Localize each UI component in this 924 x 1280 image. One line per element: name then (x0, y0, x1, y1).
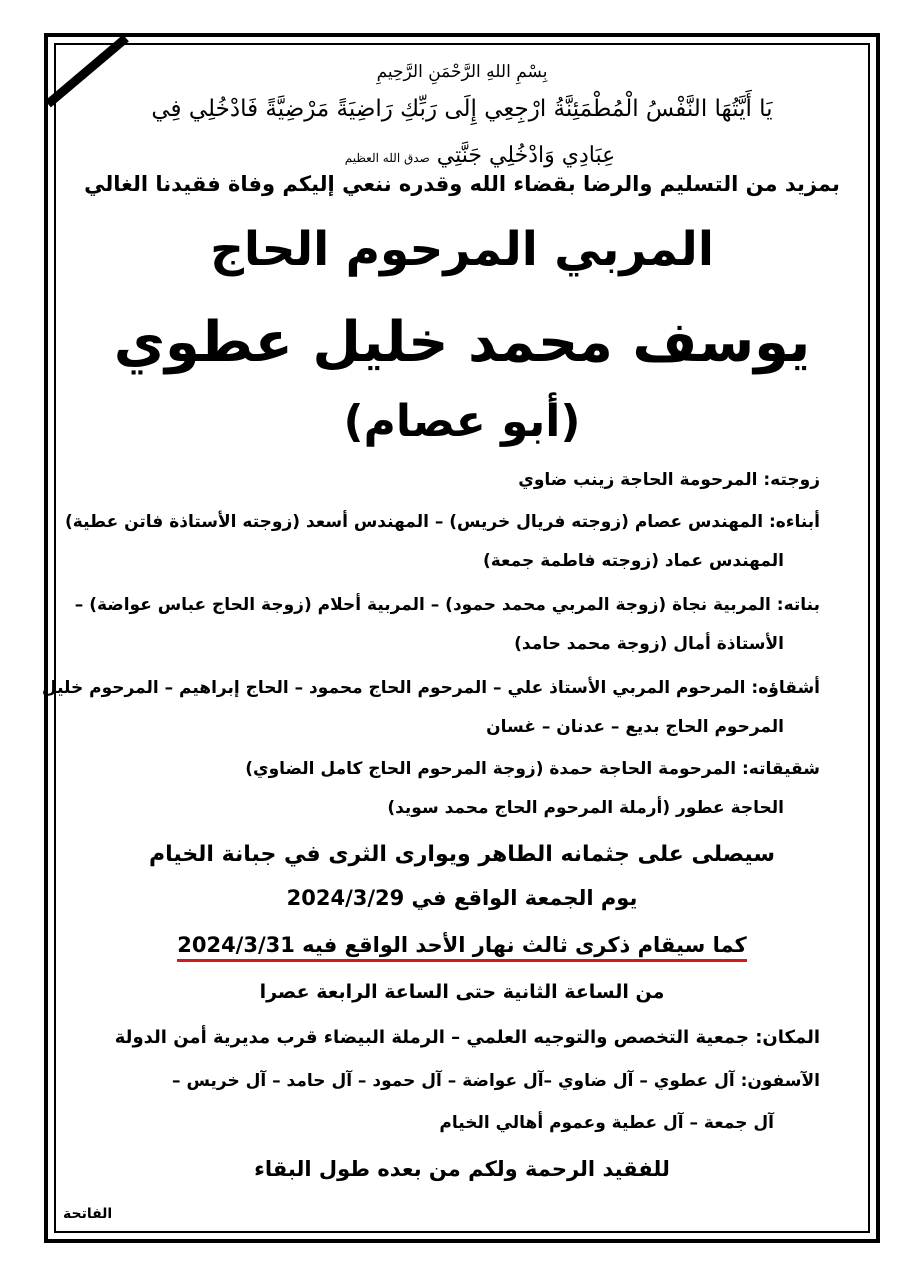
deceased-name: يوسف محمد خليل عطوي (113, 310, 811, 375)
quran-verse-line1: يَا أَيَّتُهَا النَّفْسُ الْمُطْمَئِنَّةُ ارْجِعِي إِلَى رَبِّكِ رَاضِيَةً مَرْضِيَّةً فَادْخُلِي فِي (151, 96, 773, 122)
intro-text: بمزيد من التسليم والرضا بقضاء الله وقدره ننعي إليكم وفاة فقيدنا الغالي (84, 172, 840, 196)
daughters-line2: الأستاذة أمال (زوجة محمد حامد) (514, 634, 784, 654)
quran-verse-text: عِبَادِي وَادْخُلِي جَنَّتِي (436, 143, 616, 168)
third-day-text: كما سيقام ذكرى ثالث نهار الأحد الواقع فيه 2024/3/31 (177, 933, 747, 962)
sisters-line1: شقيقاته: المرحومة الحاجة حمدة (زوجة المرحوم الحاج كامل الضاوي) (245, 759, 820, 779)
memorial-time: من الساعة الثانية حتى الساعة الرابعة عصرا (259, 981, 665, 1003)
wife-line: زوجته: المرحومة الحاجة زينب ضاوي (518, 470, 820, 490)
fatiha-text: الفاتحة (63, 1206, 113, 1222)
daughters-line1: بناته: المربية نجاة (زوجة المربي محمد حمود) – المربية أحلام (زوجة الحاج عباس عواضة) – (74, 595, 820, 615)
third-day-memorial (60, 933, 864, 957)
closing-text: للفقيد الرحمة ولكم من بعده طول البقاء (254, 1157, 670, 1181)
brothers-line2: المرحوم الحاج بديع – عدنان – غسان (486, 717, 784, 737)
deceased-kunya: (أبو عصام) (343, 396, 581, 447)
sons-line2: المهندس عماد (زوجته فاطمة جمعة) (482, 551, 784, 571)
brothers-line1: أشقاؤه: المرحوم المربي الأستاذ علي – المرحوم الحاج محمود – الحاج إبراهيم – المرحوم خليل (41, 678, 820, 698)
basmala: بِسْمِ اللهِ الرَّحْمَنِ الرَّحِيمِ (376, 62, 548, 82)
sisters-line2: الحاجة عطور (أرملة المرحوم الحاج محمد سويد) (387, 798, 784, 818)
mourners-line1: الآسفون: آل عطوي – آل ضاوي –آل عواضة – آل حمود – آل حامد – آل خريس – (172, 1071, 820, 1091)
burial-day: يوم الجمعة الواقع في 2024/3/29 (286, 886, 638, 910)
sons-line1: أبناءه: المهندس عصام (زوجته فريال خريس) – المهندس أسعد (زوجته الأستاذة فاتن عطية) (65, 512, 820, 532)
memorial-place: المكان: جمعية التخصص والتوجيه العلمي – الرملة البيضاء قرب مديرية أمن الدولة (114, 1027, 820, 1048)
mourners-line2: آل جمعة – آل عطية وعموم أهالي الخيام (439, 1113, 774, 1133)
quran-verse-line2 (250, 143, 710, 168)
burial-text: سيصلى على جثمانه الطاهر ويوارى الثرى في جبانة الخيام (148, 842, 776, 867)
deceased-title: المربي المرحوم الحاج (210, 222, 714, 277)
sadaq-allah: صدق الله العظيم (344, 151, 430, 165)
